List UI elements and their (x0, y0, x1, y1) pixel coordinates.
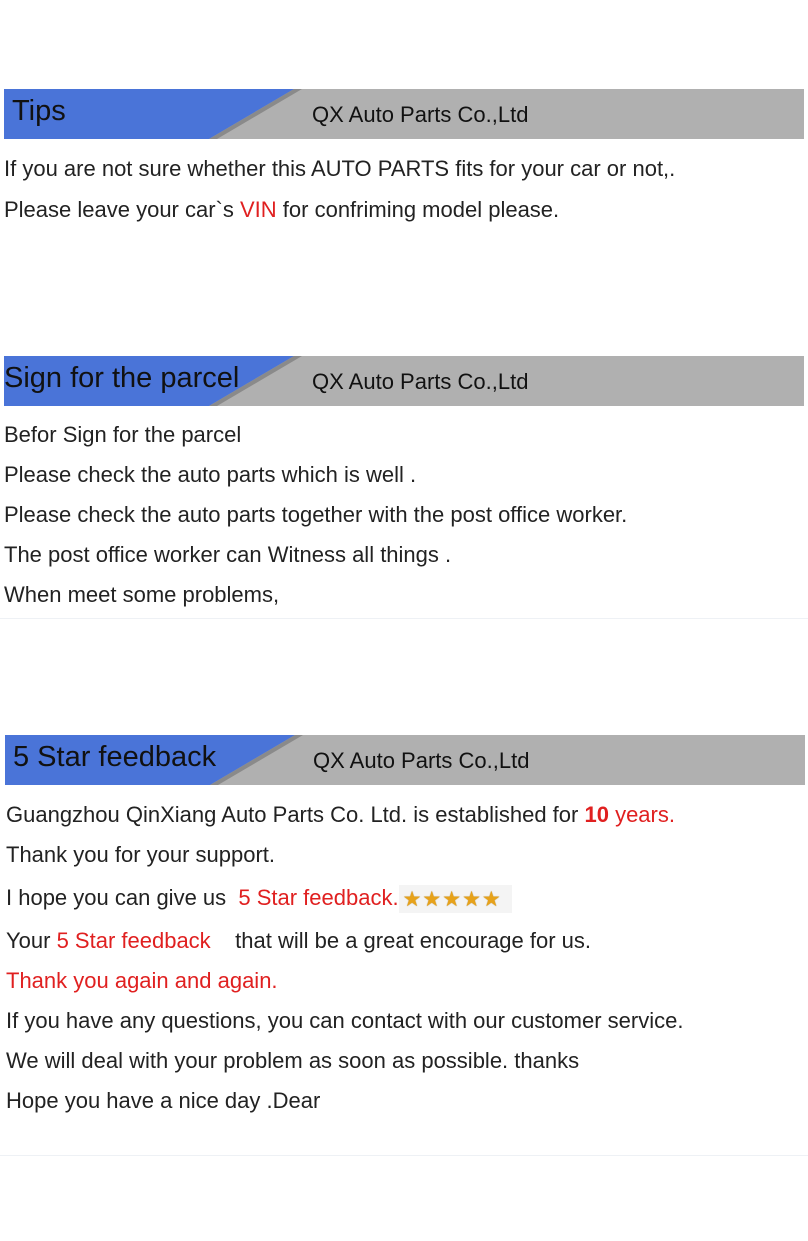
five-star-highlight: 5 Star feedback (56, 928, 211, 953)
feedback-line-2: Thank you for your support. (6, 842, 276, 867)
star-icon: ★ (481, 888, 501, 912)
feedback-line-4-text: Your (6, 928, 57, 953)
vin-highlight: VIN (240, 197, 277, 222)
star-icon: ★ (402, 888, 422, 912)
feedback-line-4 (6, 927, 591, 955)
tips-line-1: If you are not sure whether this AUTO PARTS fits for your car or not,. (4, 156, 676, 181)
five-star-highlight: 5 Star feedback. (238, 885, 399, 910)
feedback-line-3-text: I hope you can give us (6, 885, 239, 910)
parcel-line-5: When meet some problems, (4, 582, 280, 607)
feedback-line-5: Thank you again and again. (6, 968, 278, 993)
five-star-rating (399, 885, 512, 913)
years-label: years. (608, 802, 675, 827)
star-icon: ★ (442, 888, 462, 912)
tips-line-2-text: Please leave your car`s (4, 197, 240, 222)
parcel-banner (4, 356, 804, 406)
tips-title: Tips (12, 95, 66, 127)
star-icon: ★ (422, 888, 442, 912)
feedback-line-1-text: Guangzhou QinXiang Auto Parts Co. Ltd. is established for (6, 802, 585, 827)
company-name: QX Auto Parts Co.,Ltd (313, 748, 530, 773)
parcel-title: Sign for the parcel (4, 362, 240, 394)
feedback-line-1 (6, 801, 675, 829)
tips-line-2-end: for confriming model please. (276, 197, 560, 222)
feedback-banner (5, 735, 805, 785)
feedback-line-3 (6, 884, 512, 913)
feedback-line-7: We will deal with your problem as soon as possible. thanks (6, 1048, 580, 1073)
star-icon: ★ (462, 888, 481, 912)
feedback-line-8: Hope you have a nice day .Dear (6, 1088, 321, 1113)
company-name: QX Auto Parts Co.,Ltd (312, 369, 529, 394)
years-number: 10 (584, 802, 609, 827)
parcel-line-2: Please check the auto parts which is well . (4, 462, 417, 487)
section-divider (0, 618, 808, 619)
tips-line-2 (4, 196, 559, 224)
section-divider (0, 1155, 808, 1156)
feedback-title: 5 Star feedback (13, 741, 217, 773)
company-name: QX Auto Parts Co.,Ltd (312, 102, 529, 127)
parcel-line-1: Befor Sign for the parcel (4, 422, 242, 447)
parcel-line-4: The post office worker can Witness all things . (4, 542, 452, 567)
tips-banner (4, 89, 804, 139)
parcel-line-3: Please check the auto parts together with the post office worker. (4, 502, 628, 527)
feedback-line-4-end: that will be a great encourage for us. (210, 928, 592, 953)
feedback-line-6: If you have any questions, you can contact with our customer service. (6, 1008, 684, 1033)
